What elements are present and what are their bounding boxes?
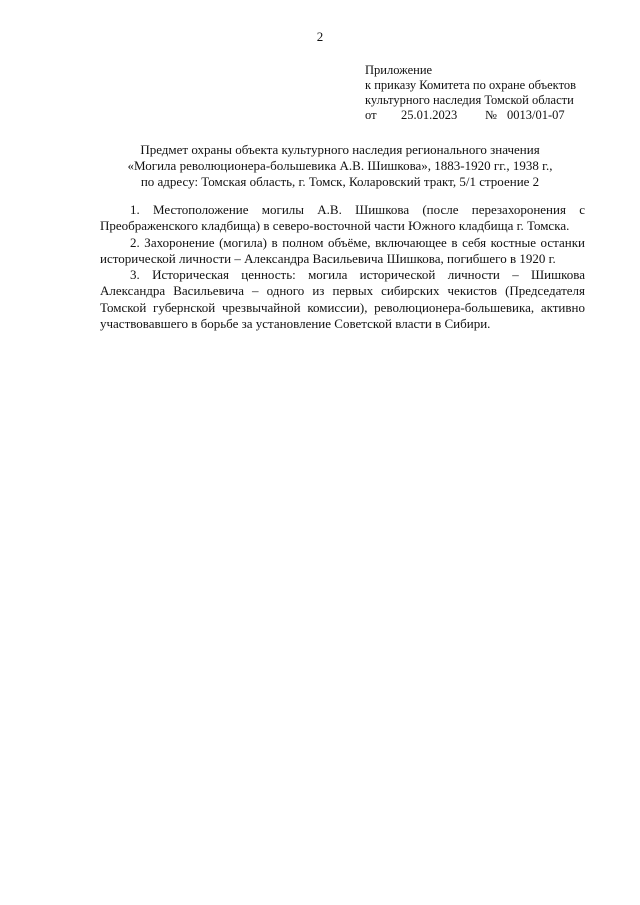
document-body (100, 202, 585, 332)
title-line-2: «Могила революционера-большевика А.В. Шишкова», 1883-1920 гг., 1938 г., (127, 158, 553, 173)
order-number: 0013/01-07 (507, 108, 565, 122)
appendix-committee: культурного наследия Томской области (365, 93, 574, 107)
appendix-heading: Приложение (365, 63, 433, 77)
paragraph-historical-value: 3. Историческая ценность: могила исторической личности – Шишкова Александра Васильевича – одного из первых сибирских чекистов (Председателя Томской губернской чрезвычайной комиссии), революционера-большевика, активно участвовавшего в борьбе за установление Советской власти в Сибири. (100, 267, 585, 332)
title-line-1: Предмет охраны объекта культурного наследия регионального значения (140, 142, 540, 157)
page-number: 2 (316, 29, 324, 44)
document-title (70, 142, 610, 190)
paragraph-burial: 2. Захоронение (могила) в полном объёме, включающее в себя костные останки исторической личности – Александра Васильевича Шишкова, погибшего в 1920 г. (100, 234, 585, 266)
paragraph-location: 1. Местоположение могилы А.В. Шишкова (после перезахоронения с Преображенского кладбища) в северо-восточной части Южного кладбища г. Томска. (100, 202, 585, 234)
appendix-order-ref: к приказу Комитета по охране объектов (365, 78, 577, 92)
order-date: 25.01.2023 (401, 108, 458, 122)
title-line-3: по адресу: Томская область, г. Томск, Коларовский тракт, 5/1 строение 2 (140, 174, 540, 189)
order-number-label: № (485, 108, 497, 122)
order-from-label: от (365, 108, 377, 122)
appendix-order-details (365, 108, 605, 123)
appendix-block (365, 63, 605, 123)
